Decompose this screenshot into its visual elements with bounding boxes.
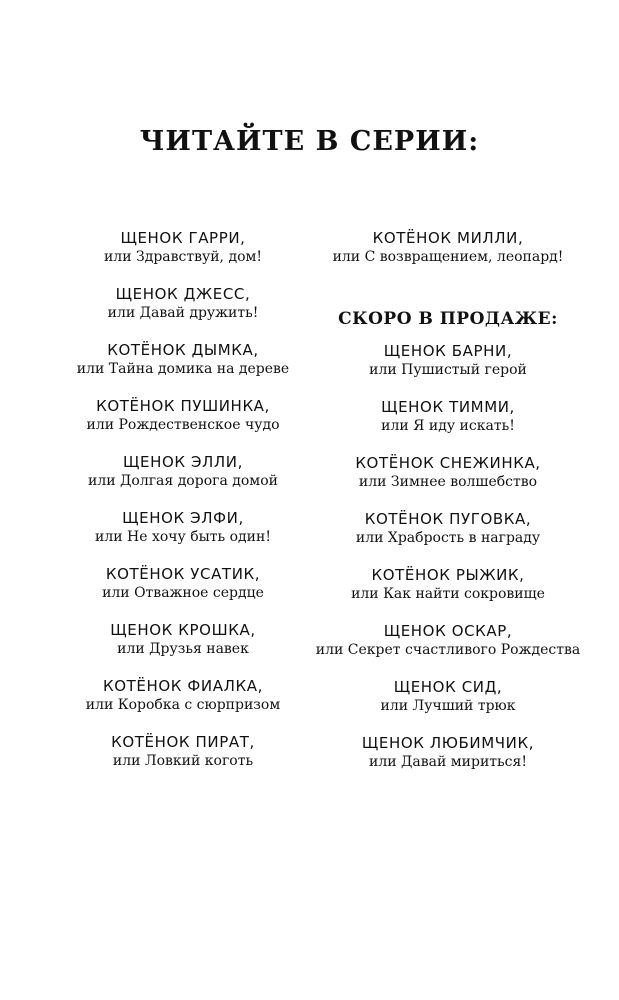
book-subtitle: или Рождественское чудо	[86, 417, 280, 433]
book-entry	[288, 228, 608, 284]
book-subtitle: или Здравствуй, дом!	[103, 249, 263, 265]
book-title: ЩЕНОК ДЖЕСС,	[115, 285, 251, 303]
book-title: ЩЕНОК ЭЛФИ,	[122, 509, 244, 527]
book-title: КОТЁНОК ДЫМКА,	[107, 341, 259, 359]
book-title: ЩЕНОК КРОШКА,	[110, 621, 256, 639]
book-entry	[36, 676, 330, 732]
book-entry	[36, 508, 330, 564]
book-entry	[36, 620, 330, 676]
book-title: ЩЕНОК ГАРРИ,	[120, 229, 246, 247]
book-entry	[288, 341, 608, 397]
book-entry	[288, 397, 608, 453]
page-title: ЧИТАЙТЕ В СЕРИИ:	[139, 126, 480, 157]
book-subtitle: или Секрет счастливого Рождества	[315, 642, 581, 658]
book-subtitle: или Давай мириться!	[369, 754, 527, 770]
book-subtitle: или Лучший трюк	[380, 698, 516, 714]
book-title: ЩЕНОК ОСКАР,	[383, 622, 513, 640]
book-entry	[288, 453, 608, 509]
book-title: ЩЕНОК БАРНИ,	[383, 342, 513, 360]
book-subtitle: или Пушистый герой	[369, 362, 527, 378]
book-entry	[288, 677, 608, 733]
coming-soon-heading: СКОРО В ПРОДАЖЕ:	[338, 309, 558, 329]
book-entry	[36, 228, 330, 284]
book-subtitle: или Тайна домика на дереве	[76, 361, 290, 377]
book-entry	[36, 452, 330, 508]
book-entry	[36, 340, 330, 396]
book-title: КОТЁНОК РЫЖИК,	[371, 566, 525, 584]
book-entry	[36, 284, 330, 340]
book-title: КОТЁНОК УСАТИК,	[105, 565, 261, 583]
book-title: КОТЁНОК ПУГОВКА,	[364, 510, 532, 528]
book-entry	[36, 564, 330, 620]
book-entry	[288, 733, 608, 789]
book-subtitle: или Ловкий коготь	[112, 753, 254, 769]
book-subtitle: или Храбрость в награду	[355, 530, 541, 546]
book-title: КОТЁНОК ПИРАТ,	[111, 733, 255, 751]
book-subtitle: или Друзья навек	[117, 641, 249, 657]
book-entry	[288, 621, 608, 677]
book-subtitle: или Как найти сокровище	[351, 586, 545, 602]
series-list-right	[288, 228, 608, 789]
book-subtitle: или Не хочу быть один!	[95, 529, 271, 545]
book-subtitle: или Отважное сердце	[102, 585, 264, 601]
book-title: КОТЁНОК ПУШИНКА,	[96, 397, 270, 415]
book-subtitle: или Давай дружить!	[107, 305, 259, 321]
book-entry	[288, 565, 608, 621]
book-title: КОТЁНОК МИЛЛИ,	[372, 229, 524, 247]
series-list-left	[36, 228, 330, 788]
book-subtitle: или Я иду искать!	[381, 418, 515, 434]
book-title: КОТЁНОК СНЕЖИНКА,	[355, 454, 541, 472]
book-entry	[36, 396, 330, 452]
book-subtitle: или С возвращением, леопард!	[332, 249, 564, 265]
book-title: ЩЕНОК ТИММИ,	[381, 398, 515, 416]
book-title: ЩЕНОК ЛЮБИМЧИК,	[361, 734, 535, 752]
book-subtitle: или Коробка с сюрпризом	[85, 697, 281, 713]
book-subtitle: или Зимнее волшебство	[358, 474, 538, 490]
book-entry	[288, 509, 608, 565]
book-title: ЩЕНОК ЭЛЛИ,	[122, 453, 243, 471]
book-subtitle: или Долгая дорога домой	[88, 473, 278, 489]
book-title: КОТЁНОК ФИАЛКА,	[103, 677, 263, 695]
book-entry	[36, 732, 330, 788]
book-title: ЩЕНОК СИД,	[393, 678, 503, 696]
